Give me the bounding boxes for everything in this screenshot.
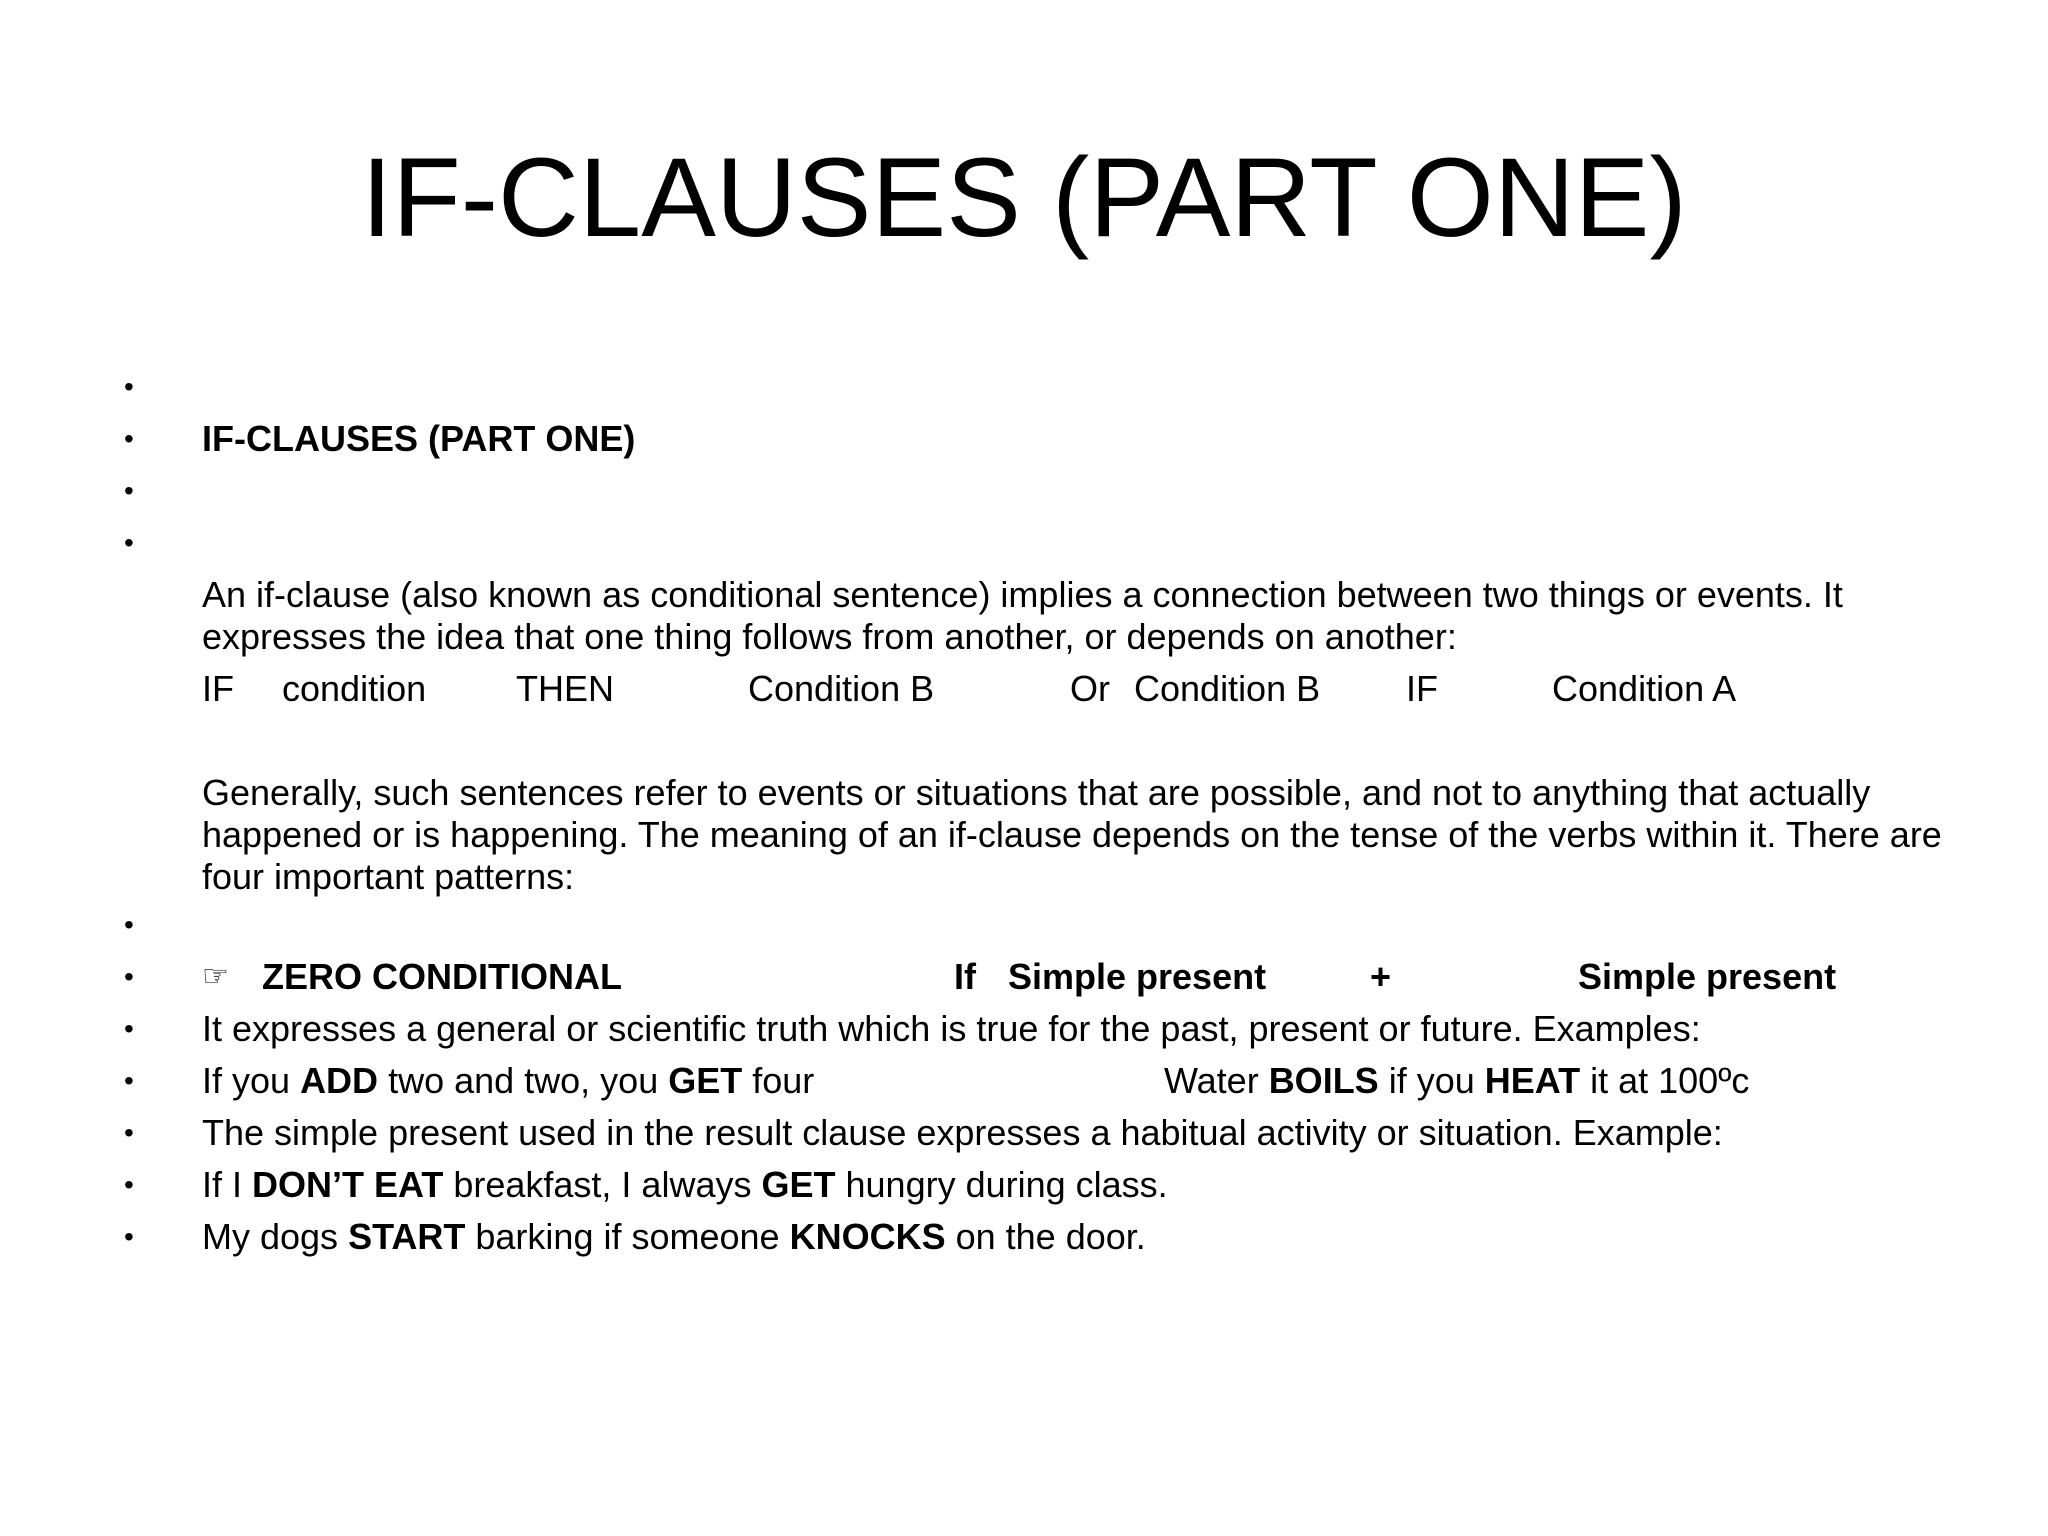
general-paragraph: Generally, such sentences refer to events or situations that are possible, and not to anything that actually happened or is happening. The meaning of an if-clause depends on the tense of the verbs within it. There are four important patterns: xyxy=(202,772,1942,897)
pattern-or: Or xyxy=(1070,668,1110,709)
zero-conditional-plus: + xyxy=(1370,956,1392,997)
bullet-dot: • xyxy=(124,909,134,940)
example-dogs: My dogs START barking if someone KNOCKS on the door. xyxy=(202,1216,1146,1257)
pattern-condition-a: Condition A xyxy=(1552,668,1737,709)
pattern-condition-b2: Condition B xyxy=(1134,668,1321,709)
bullet-dot: • xyxy=(124,1013,134,1044)
bullet-dot: • xyxy=(124,371,134,402)
example-add: If you ADD two and two, you GET four xyxy=(202,1060,815,1101)
bullet-dot: • xyxy=(124,423,134,454)
zero-conditional-label: ZERO CONDITIONAL xyxy=(262,956,622,997)
bullet-dot: • xyxy=(124,527,134,558)
example-boils: Water BOILS if you HEAT it at 100ºc xyxy=(1164,1060,1750,1101)
bullet-dot: • xyxy=(124,1117,134,1148)
slide-title: IF-CLAUSES (PART ONE) xyxy=(361,135,1687,260)
heading-bullet: IF-CLAUSES (PART ONE) xyxy=(202,418,636,459)
pattern-condition-b: Condition B xyxy=(748,668,935,709)
pattern-if: IF xyxy=(202,668,234,709)
truth-line: It expresses a general or scientific truth which is true for the past, present or future. Examples: xyxy=(202,1008,1701,1049)
zero-conditional-tense2: Simple present xyxy=(1578,956,1837,997)
example-breakfast: If I DON’T EAT breakfast, I always GET hungry during class. xyxy=(202,1164,1168,1205)
zero-conditional-if: If xyxy=(954,956,976,997)
pointing-hand-icon: ☞ xyxy=(202,959,229,994)
pattern-condition: condition xyxy=(282,668,427,709)
bullet-dot: • xyxy=(124,1169,134,1200)
bullet-dot: • xyxy=(124,475,134,506)
intro-paragraph: An if-clause (also known as conditional sentence) implies a connection between two things or events. It expresses the idea that one thing follows from another, or depends on another: xyxy=(202,574,1843,657)
pattern-then: THEN xyxy=(516,668,614,709)
bullet-dot: • xyxy=(124,1221,134,1252)
habitual-line: The simple present used in the result clause expresses a habitual activity or situation. Example: xyxy=(202,1112,1723,1153)
bullet-dot: • xyxy=(124,961,134,992)
zero-conditional-tense1: Simple present xyxy=(1008,956,1267,997)
pattern-if2: IF xyxy=(1406,668,1438,709)
bullet-dot: • xyxy=(124,1065,134,1096)
